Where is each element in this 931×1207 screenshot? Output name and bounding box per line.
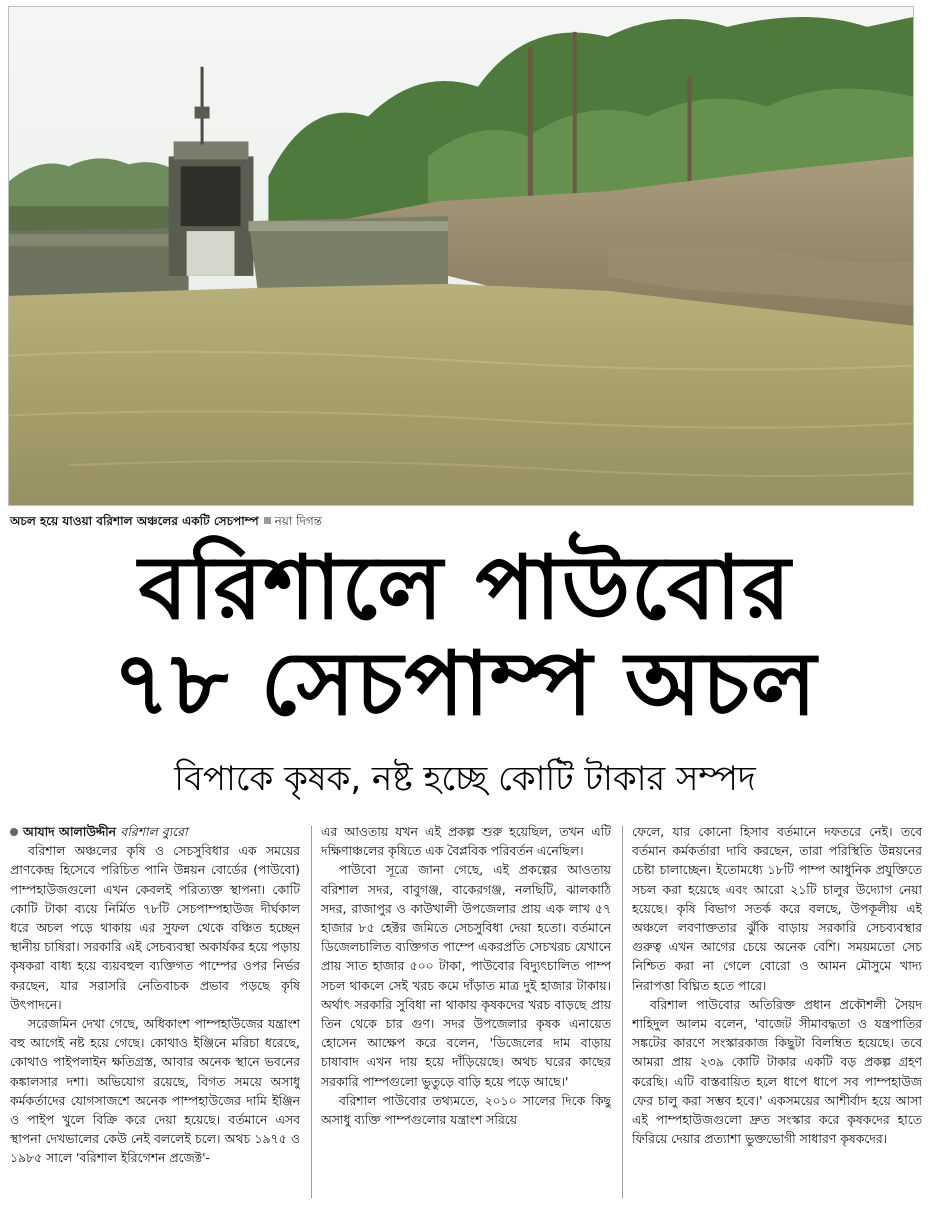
article-paragraph: পাউবো সূত্রে জানা গেছে, এই প্রকল্পের আওতায় বরিশাল সদর, বাবুগঞ্জ, বাকেরগঞ্জ, নলছিটি, ঝালকাঠি সদর, রাজাপুর ও কাউখালী উপজেলার প্রায় এক লাখ ৫৭ হাজার ৮৫ হেক্টর জমিতে সেচসুবিধা দেয়া হতো। বর্তমানে ডিজেলচালিত ব্যক্তিগত পাম্পে একরপ্রতি সেচখরচ যেখানে প্রায় সাত হাজার ৫০০ টাকা, পাউবোর বিদ্যুৎচালিত পাম্প সচল থাকলে সেই খরচ কমে দাঁড়াত মাত্র দুই হাজার টাকায়। অর্থাৎ সরকারি সুবিধা না থাকায় কৃষকদের খরচ বাড়ছে প্রায় তিন থেকে চার গুণ। সদর উপজেলার কৃষক এনায়েত হোসেন আক্ষেপ করে বলেন, 'ডিজেলের দাম বাড়ায় চাষাবাদ এখন দায় হয়ে দাঁড়িয়েছে। অথচ ঘরের কাছের সরকারি পাম্পগুলো ভুতুড়ে বাড়ি হয়ে পড়ে আছে।' bbox=[321, 862, 611, 1089]
column-divider-2 bbox=[622, 826, 623, 1198]
subheadline: বিপাকে কৃষক, নষ্ট হচ্ছে কোটি টাকার সম্পদ bbox=[174, 759, 756, 799]
headline-line-2: ৭৮ সেচপাম্প অচল bbox=[112, 632, 818, 735]
byline-bullet bbox=[10, 828, 18, 836]
byline-bureau: বরিশাল ব্যুরো bbox=[120, 824, 188, 839]
caption-separator-square bbox=[264, 517, 271, 524]
article-paragraph: সরেজমিন দেখা গেছে, অধিকাংশ পাম্পহাউজের যন্ত্রাংশ বহু আগেই নষ্ট হয়ে গেছে। কোথাও ইঞ্জিনে মরিচা ধরেছে, কোথাও পাইপলাইন ক্ষতিগ্রস্ত, আবার অনেক স্থানে ভবনের কঙ্কালসার দশা। অভিযোগ রয়েছে, বিগত সময়ে অসাধু কর্মকর্তাদের যোগসাজশে অনেক পাম্পহাউজের দামি ইঞ্জিন ও পাইপ খুলে বিক্রি করে দেয়া হয়েছে। বর্তমানে এসব স্থাপনা দেখভালের কেউ নেই বললেই চলে। অথচ ১৯৭৫ ও ১৯৮৫ সালে 'বরিশাল ইরিগেশন প্রজেক্ট'- bbox=[10, 1016, 300, 1166]
article-column-3 bbox=[632, 822, 922, 1202]
photo-caption bbox=[10, 512, 910, 530]
article-paragraph: বরিশাল অঞ্চলের কৃষি ও সেচসুবিধার এক সময়ের প্রাণকেন্দ্র হিসেবে পরিচিত পানি উন্নয়ন বোর্ডের (পাউবো) পাম্পহাউজগুলো এখন কেবলই পরিত্যক্ত স্থাপনা। কোটি কোটি টাকা ব্যয়ে নির্মিত ৭৮টি সেচপাম্পহাউজ দীর্ঘকাল ধরে অচল পড়ে থাকায় এর সুফল থেকে বঞ্চিত হচ্ছেন স্থানীয় চাষিরা। সরকারি এই সেচব্যবস্থা অকার্যকর হয়ে পড়ায় কৃষকরা বাধ্য হয়ে ব্যয়বহুল ব্যক্তিগত পাম্পের ওপর নির্ভর করছেন, যার সরাসরি নেতিবাচক প্রভাব পড়ছে কৃষি উৎপাদনে। bbox=[10, 843, 300, 1012]
article-paragraph: ফেলে, যার কোনো হিসাব বর্তমানে দফতরে নেই। তবে বর্তমান কর্মকর্তারা দাবি করছেন, তারা পরিস্থিতি উন্নয়নের চেষ্টা চালাচ্ছেন। ইতোমধ্যে ১৮টি পাম্প আধুনিক প্রযুক্তিতে সচল করা হয়েছে এবং আরো ২১টি চালুর উদ্যোগ নেয়া হয়েছে। কৃষি বিভাগ সতর্ক করে বলছে, উপকূলীয় এই অঞ্চলে লবণাক্ততার ঝুঁকি বাড়ায় সরকারি সেচব্যবস্থার গুরুত্ব এখন আগের চেয়ে অনেক বেশি। সময়মতো সেচ নিশ্চিত করা না গেলে বোরো ও আমন মৌসুমে খাদ্য নিরাপত্তা বিঘ্নিত হতে পারে। bbox=[632, 824, 922, 993]
headline-line-1: বরিশালে পাউবোর bbox=[138, 536, 792, 639]
article-paragraph: বরিশাল পাউবোর অতিরিক্ত প্রধান প্রকৌশলী সৈয়দ শাহিদুল আলম বলেন, 'বাজেট সীমাবদ্ধতা ও যন্ত্রপাতির সঙ্কটের কারণে সংস্কারকাজ কিছুটা বিলম্বিত হয়েছে। তবে আমরা প্রায় ২৩৯ কোটি টাকার একটি বড় প্রকল্প গ্রহণ করেছি। এটি বাস্তবায়িত হলে ধাপে ধাপে সব পাম্পহাউজ ফের চালু করা সম্ভব হবে।' একসময়ের আশীর্বাদ হয়ে আসা এই পাম্পহাউজগুলো দ্রুত সংস্কার করে কৃষকদের হাতে ফিরিয়ে দেয়ার প্রত্যাশা ভুক্তভোগী সাধারণ কৃষকদের। bbox=[632, 996, 922, 1147]
news-photo bbox=[8, 6, 914, 506]
column-divider-1 bbox=[311, 826, 312, 1198]
headline bbox=[20, 536, 910, 735]
article-column-2 bbox=[321, 822, 611, 1202]
caption-text: অচল হয়ে যাওয়া বরিশাল অঞ্চলের একটি সেচপাম্প bbox=[10, 514, 259, 528]
photo-credit: নয়া দিগন্ত bbox=[274, 514, 323, 528]
article-paragraph: এর আওতায় যখন এই প্রকল্প শুরু হয়েছিল, তখন এটি দক্ষিণাঞ্চলের কৃষিতে এক বৈপ্লবিক পরিবর্তন এনেছিল। bbox=[321, 824, 611, 859]
byline-author: আযাদ আলাউদ্দীন bbox=[23, 824, 117, 839]
pump-house-photo bbox=[9, 7, 913, 505]
byline bbox=[10, 822, 300, 841]
article-column-1 bbox=[10, 822, 300, 1202]
article-paragraph: বরিশাল পাউবোর তথ্যমতে, ২০১০ সালের দিকে কিছু অসাধু ব্যক্তি পাম্পগুলোর যন্ত্রাংশ সরিয়ে bbox=[321, 1092, 611, 1128]
